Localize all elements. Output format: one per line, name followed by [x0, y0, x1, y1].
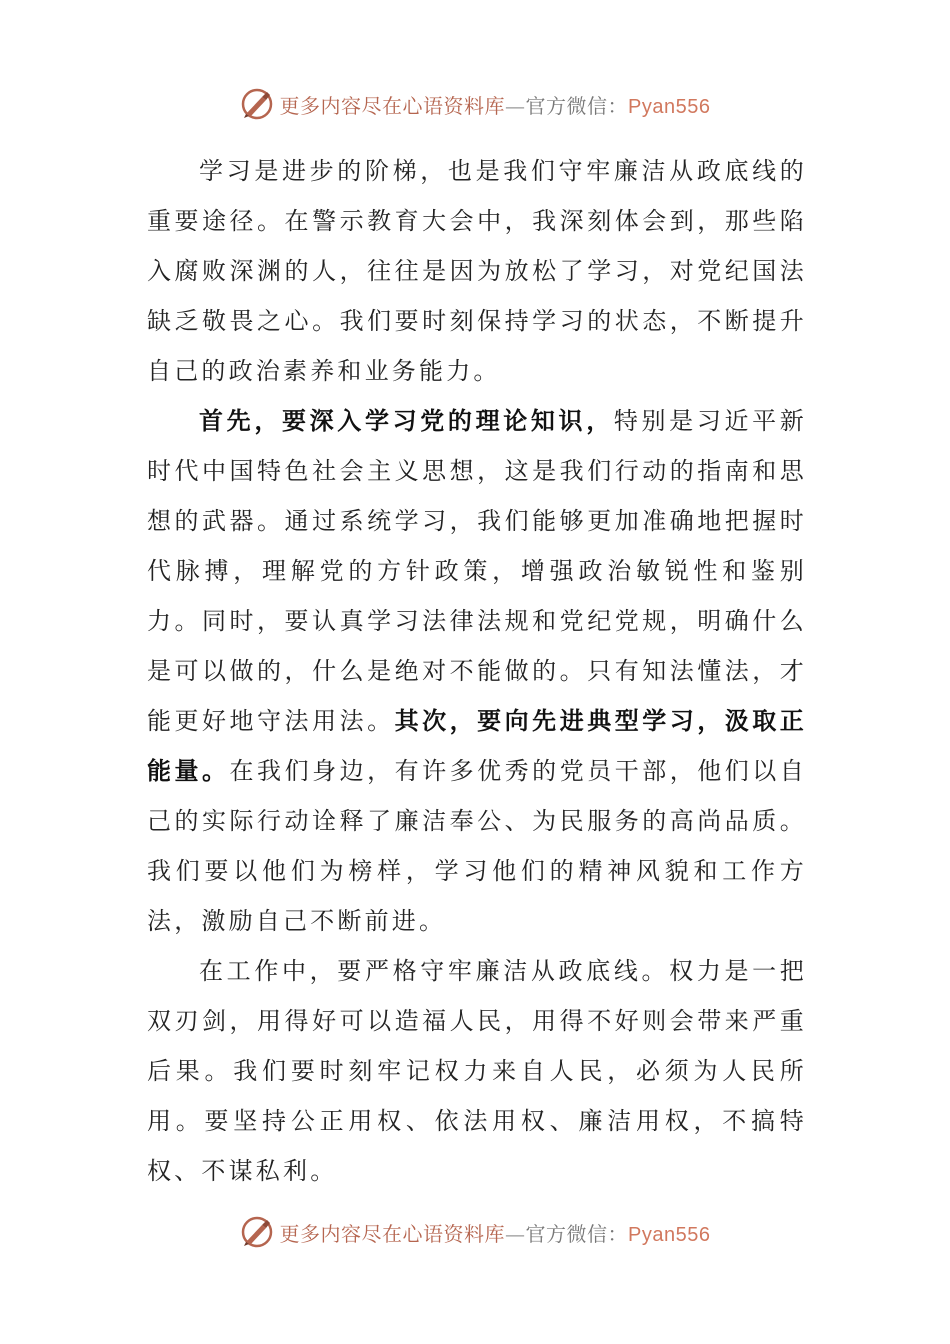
- header-banner: [0, 84, 950, 124]
- header-text: [280, 90, 711, 119]
- paragraph-4: 在工作中，要严格守牢廉洁从政底线。权力是一把双刃剑，用得好可以造福人民，用得不好则会带来严重后果。我们要时刻牢记权力来自人民，必须为人民所用。要坚持公正用权、依法用权、廉洁用权，不搞特权、不谋私利。: [147, 957, 807, 1185]
- header-wechat-label: 官方微信：: [525, 93, 629, 118]
- header-handle: Pyan556: [628, 95, 711, 118]
- paragraph-3-heading: 其次，要向先进典型学习，汲取正能量。: [147, 706, 807, 785]
- footer-wechat-label: 官方微信：: [525, 1221, 629, 1246]
- document-body: [147, 146, 807, 1196]
- footer-dash: —: [505, 1221, 526, 1246]
- paragraph-2: [147, 396, 807, 946]
- pen-logo-icon: [240, 87, 274, 121]
- footer-banner: [0, 1212, 950, 1252]
- footer-site: 更多内容尽在心语资料库: [279, 1221, 506, 1246]
- paragraph-2-text: 特别是习近平新时代中国特色社会主义思想，这是我们行动的指南和思想的武器。通过系统学习，我们能够更加准确地把握时代脉搏，理解党的方针政策，增强政治敏锐性和鉴别力。同时，要认真学习法律法规和党纪党规，明确什么是可以做的，什么是绝对不能做的。只有知法懂法，才能更好地守法用法。: [147, 407, 808, 735]
- header-site: 更多内容尽在心语资料库: [279, 93, 506, 118]
- paragraph-3-text: 在我们身边，有许多优秀的党员干部，他们以自己的实际行动诠释了廉洁奉公、为民服务的高尚品质。我们要以他们为榜样，学习他们的精神风貌和工作方法，激励自己不断前进。: [147, 757, 807, 935]
- header-dash: —: [505, 93, 526, 118]
- pen-logo-icon: [240, 1215, 274, 1249]
- footer-handle: Pyan556: [628, 1223, 711, 1246]
- footer-text: [280, 1218, 711, 1247]
- paragraph-2-heading: 首先，要深入学习党的理论知识，: [199, 406, 614, 435]
- paragraph-1: 学习是进步的阶梯，也是我们守牢廉洁从政底线的重要途径。在警示教育大会中，我深刻体会到，那些陷入腐败深渊的人，往往是因为放松了学习，对党纪国法缺乏敬畏之心。我们要时刻保持学习的状态，不断提升自己的政治素养和业务能力。: [147, 157, 807, 385]
